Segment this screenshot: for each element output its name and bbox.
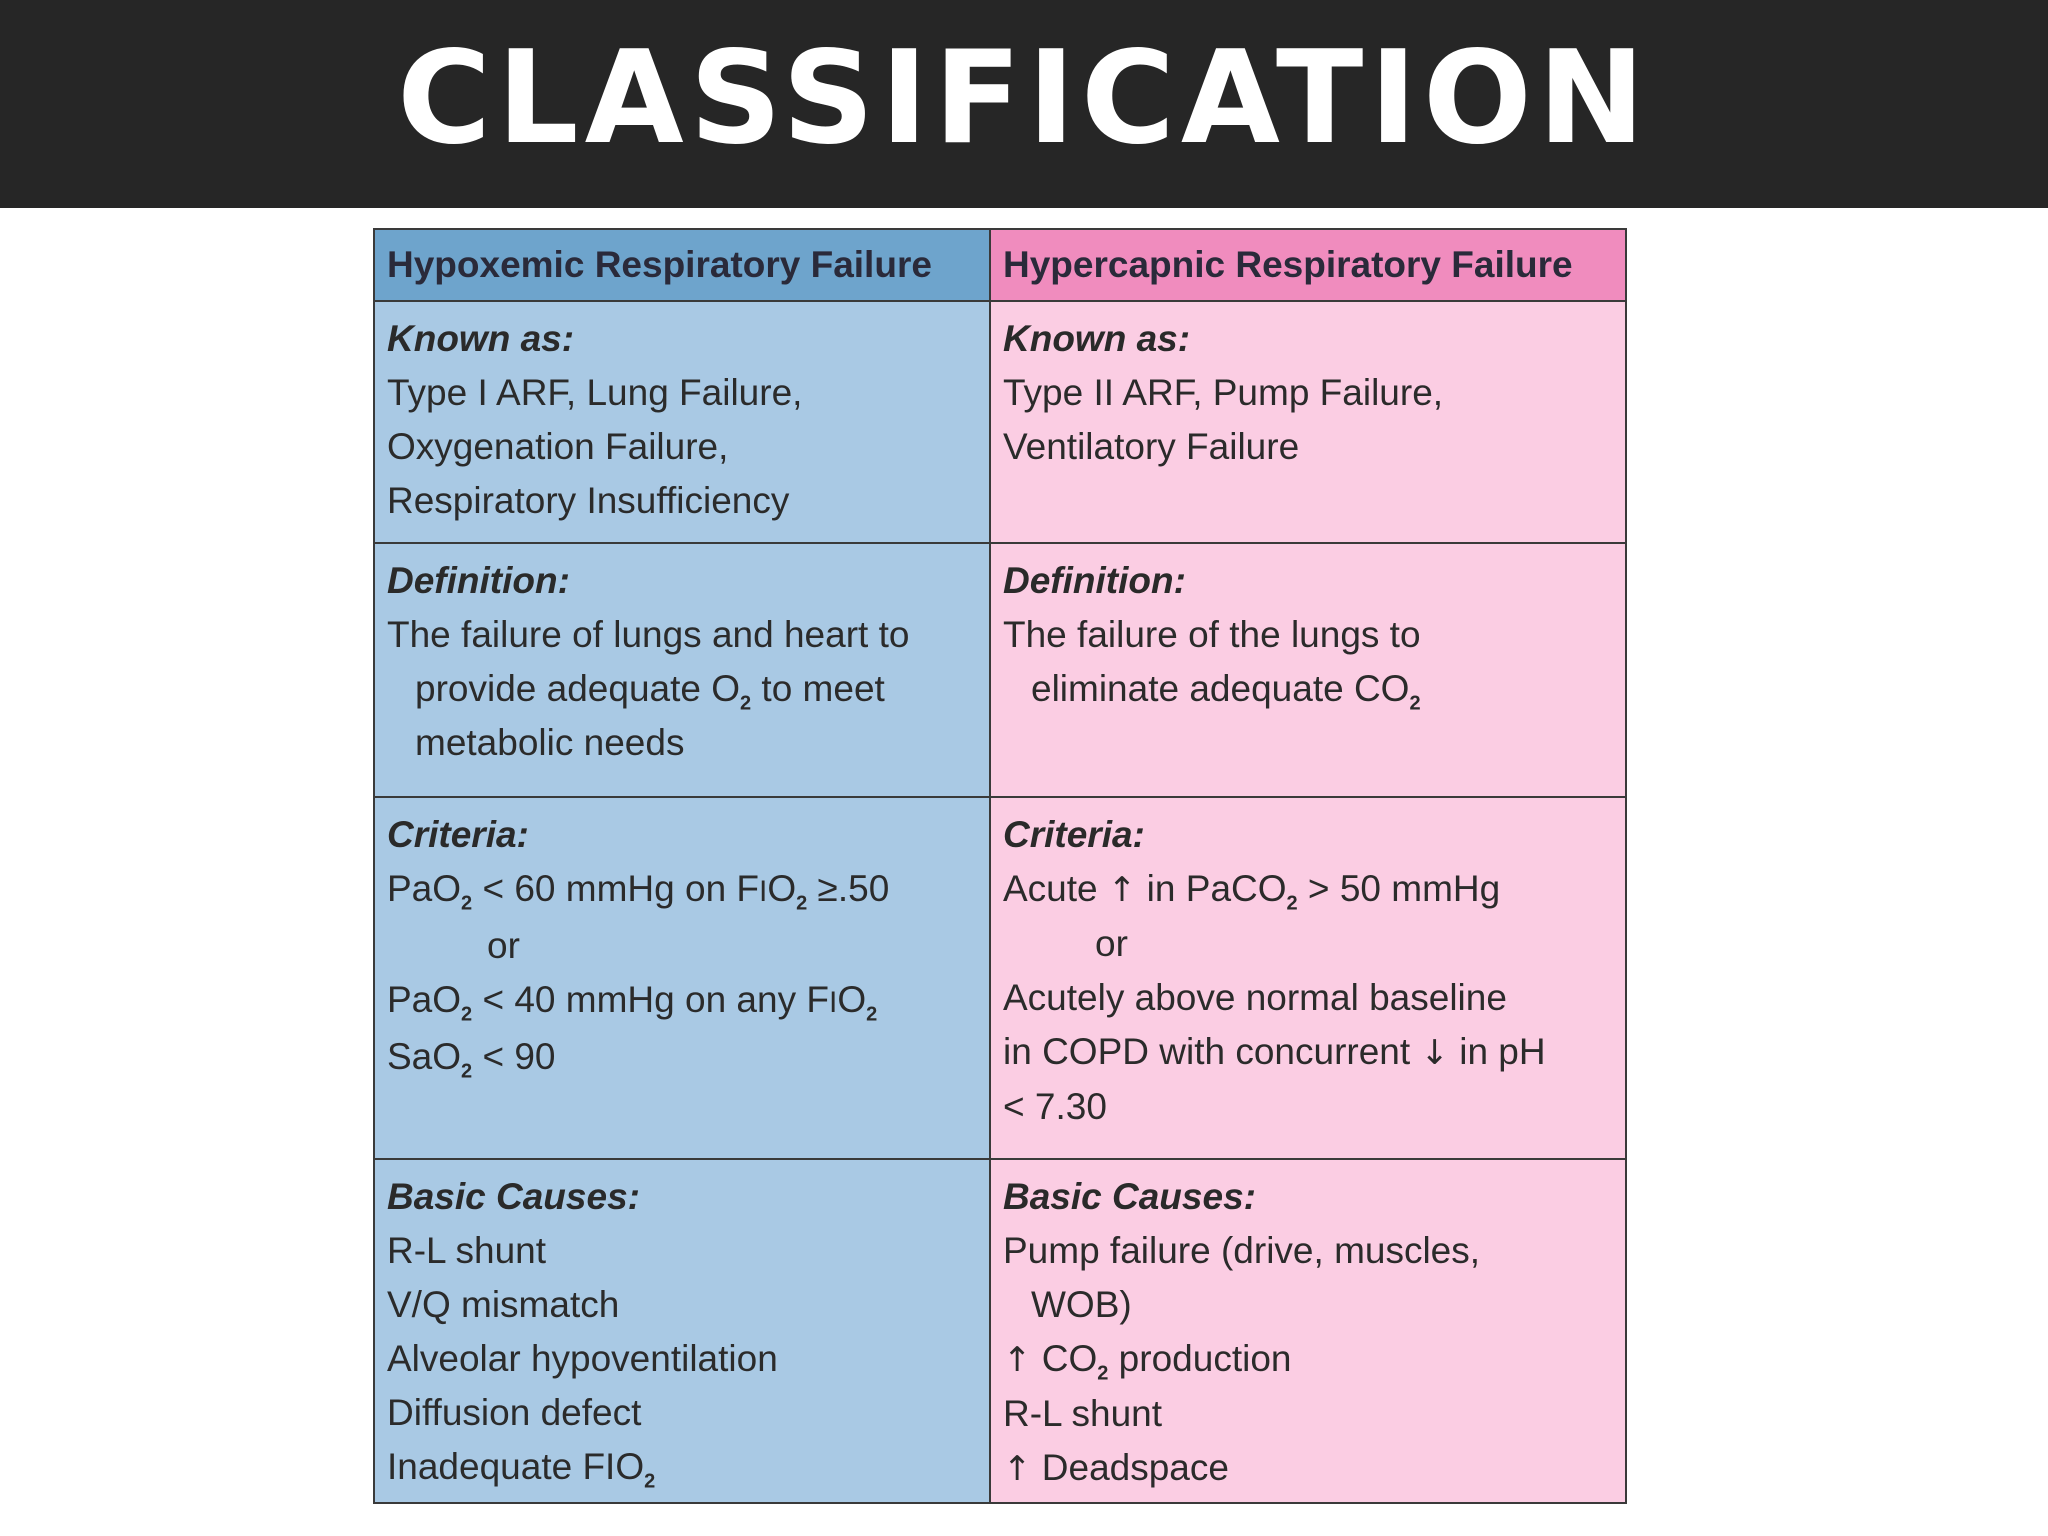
text: < 60 mmHg on F bbox=[472, 868, 760, 909]
subscript: 2 bbox=[740, 692, 752, 715]
list-item: Respiratory Insufficiency bbox=[387, 480, 790, 521]
text: O bbox=[767, 868, 797, 909]
subscript: 2 bbox=[461, 1003, 473, 1026]
arrow-up-icon: ↑ bbox=[1003, 1340, 1032, 1380]
row-basic-causes bbox=[374, 1159, 1626, 1503]
text: production bbox=[1108, 1338, 1292, 1379]
cell-hypercapnic-definition bbox=[990, 543, 1626, 797]
list-item bbox=[1003, 1441, 1615, 1496]
cell-hypoxemic-definition bbox=[374, 543, 990, 797]
slide-title: CLASSIFICATION bbox=[397, 24, 1651, 173]
criteria-line bbox=[387, 973, 979, 1030]
text: in COPD with concurrent bbox=[1003, 1031, 1421, 1072]
arrow-down-icon: ↓ bbox=[1420, 1033, 1449, 1073]
list-item: Type II ARF, Pump Failure, bbox=[1003, 372, 1444, 413]
criteria-line bbox=[387, 1030, 979, 1084]
definition-text bbox=[387, 662, 979, 716]
text: to meet bbox=[751, 668, 885, 709]
cell-hypercapnic-known-as bbox=[990, 301, 1626, 543]
list-item: Alveolar hypoventilation bbox=[387, 1338, 778, 1379]
subscript: 2 bbox=[1286, 892, 1298, 915]
text: O bbox=[837, 979, 867, 1020]
list-item: Ventilatory Failure bbox=[1003, 426, 1300, 467]
criteria-or: or bbox=[1095, 923, 1128, 964]
text: ≥.50 bbox=[807, 868, 890, 909]
subscript: 2 bbox=[461, 1060, 473, 1083]
subscript: 2 bbox=[1409, 692, 1421, 715]
list-item bbox=[1003, 1332, 1615, 1387]
text: I bbox=[828, 986, 838, 1019]
text: in pH bbox=[1448, 1031, 1546, 1072]
criteria-line: Acutely above normal baseline bbox=[1003, 977, 1507, 1018]
text: PaO bbox=[387, 979, 462, 1020]
subscript: 2 bbox=[796, 892, 808, 915]
criteria-label: Criteria: bbox=[387, 814, 529, 855]
criteria-or: or bbox=[487, 925, 520, 966]
list-item: R-L shunt bbox=[1003, 1393, 1163, 1434]
list-item: Pump failure (drive, muscles, bbox=[1003, 1230, 1481, 1271]
definition-text: The failure of the lungs to bbox=[1003, 614, 1421, 655]
cell-hypercapnic-criteria bbox=[990, 797, 1626, 1159]
known-as-label: Known as: bbox=[387, 318, 575, 359]
criteria-line bbox=[387, 862, 979, 919]
cell-hypoxemic-causes bbox=[374, 1159, 990, 1503]
basic-causes-label: Basic Causes: bbox=[1003, 1176, 1256, 1217]
classification-table-wrapper bbox=[373, 228, 1625, 1500]
basic-causes-label: Basic Causes: bbox=[387, 1176, 640, 1217]
known-as-label: Known as: bbox=[1003, 318, 1191, 359]
criteria-label: Criteria: bbox=[1003, 814, 1145, 855]
text: < 40 mmHg on any F bbox=[472, 979, 829, 1020]
subscript: 2 bbox=[1097, 1362, 1109, 1385]
text: Acute bbox=[1003, 868, 1108, 909]
subscript: 2 bbox=[866, 1003, 878, 1026]
text: PaO bbox=[387, 868, 462, 909]
list-item: Type I ARF, Lung Failure, bbox=[387, 372, 803, 413]
list-item: Oxygenation Failure, bbox=[387, 426, 729, 467]
classification-table bbox=[373, 228, 1627, 1504]
row-criteria bbox=[374, 797, 1626, 1159]
text: CO bbox=[1031, 1338, 1098, 1379]
list-item: WOB) bbox=[1031, 1284, 1132, 1325]
text: < 90 bbox=[472, 1036, 556, 1077]
text: eliminate adequate CO bbox=[1031, 668, 1410, 709]
definition-label: Definition: bbox=[1003, 560, 1186, 601]
title-bar bbox=[0, 0, 2048, 208]
definition-text bbox=[1003, 662, 1615, 716]
text: provide adequate O bbox=[415, 668, 741, 709]
arrow-up-icon: ↑ bbox=[1107, 870, 1137, 910]
criteria-line bbox=[1003, 862, 1615, 917]
text: I bbox=[759, 875, 768, 908]
text: > 50 mmHg bbox=[1297, 868, 1501, 909]
definition-label: Definition: bbox=[387, 560, 570, 601]
cell-hypoxemic-criteria bbox=[374, 797, 990, 1159]
text: Deadspace bbox=[1031, 1447, 1229, 1488]
text: in PaCO bbox=[1136, 868, 1287, 909]
list-item: V/Q mismatch bbox=[387, 1284, 620, 1325]
list-item bbox=[387, 1440, 979, 1494]
subscript: 2 bbox=[461, 892, 473, 915]
list-item: Diffusion defect bbox=[387, 1392, 642, 1433]
definition-text: The failure of lungs and heart to bbox=[387, 614, 910, 655]
arrow-up-icon: ↑ bbox=[1003, 1449, 1032, 1489]
list-item: R-L shunt bbox=[387, 1230, 547, 1271]
definition-text: metabolic needs bbox=[415, 722, 685, 763]
header-hypercapnic: Hypercapnic Respiratory Failure bbox=[990, 229, 1626, 301]
text: SaO bbox=[387, 1036, 462, 1077]
criteria-line: < 7.30 bbox=[1003, 1086, 1107, 1127]
table-header-row bbox=[374, 229, 1626, 301]
criteria-line bbox=[1003, 1025, 1615, 1080]
row-definition bbox=[374, 543, 1626, 797]
cell-hypercapnic-causes bbox=[990, 1159, 1626, 1503]
subscript: 2 bbox=[644, 1470, 656, 1493]
cell-hypoxemic-known-as bbox=[374, 301, 990, 543]
row-known-as bbox=[374, 301, 1626, 543]
text: Inadequate FIO bbox=[387, 1446, 645, 1487]
header-hypoxemic: Hypoxemic Respiratory Failure bbox=[374, 229, 990, 301]
